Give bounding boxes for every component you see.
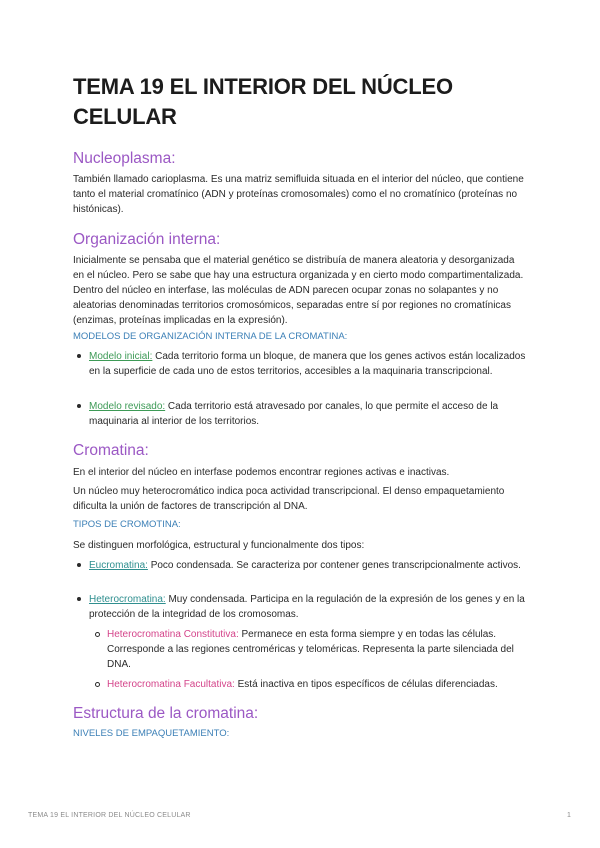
list-item-modelo-inicial	[89, 349, 529, 379]
list-item-text: Está inactiva en tipos específicos de células diferenciadas.	[234, 679, 498, 690]
heading-organizacion: Organización interna:	[73, 231, 221, 248]
paragraph-cromatina-1: En el interior del núcleo en interfase podemos encontrar regiones activas e inactivas.	[73, 467, 450, 478]
bullet-icon	[77, 354, 81, 358]
footer-title: TEMA 19 EL INTERIOR DEL NÚCLEO CELULAR	[28, 812, 191, 819]
list-item-hetero-facultativa	[107, 677, 529, 692]
term-hetero-constitutiva: Heterocromatina Constitutiva:	[107, 629, 239, 640]
list-item-heterocromatina	[89, 592, 529, 622]
term-modelo-inicial: Modelo inicial:	[89, 351, 153, 362]
list-item-text: Muy condensada. Participa en la regulación de la expresión de los genes y en la protección de la integridad de los cromosomas.	[89, 594, 525, 620]
paragraph-organizacion: Inicialmente se pensaba que el material genético se distribuía de manera aleatoria y desorganizada en el núcleo. Pero se sabe que hay una estructura organizada y en cierto modo compartimentalizada. Dentro del núcleo en interfase, las moléculas de ADN parecen ocupar zonas no solapantes y no aleatorias denominadas territorios cromosómicos, separadas entre sí por regiones no cromatínicas (enzimas, proteínas implicadas en la expresión).	[73, 255, 524, 326]
bullet-icon	[77, 404, 81, 408]
list-item-eucromatina	[89, 558, 529, 573]
bullet-icon	[77, 563, 81, 567]
paragraph-nucleoplasma: También llamado carioplasma. Es una matriz semifluida situada en el interior del núcleo, que contiene tanto el material cromatínico (ADN y proteínas cromosomales) como el no cromatínico (proteínas no histónicas).	[73, 174, 524, 215]
subheading-modelos: MODELOS DE ORGANIZACIÓN INTERNA DE LA CROMATINA:	[73, 331, 348, 342]
list-item-text: Permanece en esta forma siempre y en todas las células. Corresponde a las regiones centroméricas y teloméricas. Representa la parte silenciada del DNA.	[107, 629, 514, 670]
page-title: TEMA 19 EL INTERIOR DEL NÚCLEO CELULAR	[73, 74, 453, 129]
term-eucromatina: Eucromatina:	[89, 560, 148, 571]
list-item-hetero-constitutiva	[107, 627, 529, 672]
hollow-bullet-icon	[95, 682, 100, 687]
hollow-bullet-icon	[95, 632, 100, 637]
paragraph-cromatina-3: Se distinguen morfológica, estructural y funcionalmente dos tipos:	[73, 540, 365, 551]
list-item-text: Cada territorio forma un bloque, de manera que los genes activos están localizados en la superficie de cada uno de estos territorios, accesibles a la maquinaria transcripcional.	[89, 351, 526, 377]
paragraph-cromatina-2: Un núcleo muy heterocromático indica poca actividad transcripcional. El denso empaquetamiento dificulta la unión de factores de transcripción al DNA.	[73, 486, 505, 512]
page-number: 1	[567, 812, 571, 819]
heading-estructura: Estructura de la cromatina:	[73, 705, 259, 722]
list-item-text: Cada territorio está atravesado por canales, lo que permite el acceso de la maquinaria al interior de los territorios.	[89, 401, 499, 427]
subheading-niveles: NIVELES DE EMPAQUETAMIENTO:	[73, 728, 230, 739]
list-item-text: Poco condensada. Se caracteriza por contener genes transcripcionalmente activos.	[147, 560, 521, 571]
term-hetero-facultativa: Heterocromatina Facultativa:	[107, 679, 235, 690]
term-heterocromatina: Heterocromatina:	[89, 594, 166, 605]
term-modelo-revisado: Modelo revisado:	[89, 401, 166, 412]
bullet-icon	[77, 597, 81, 601]
list-item-modelo-revisado	[89, 399, 529, 429]
heading-nucleoplasma: Nucleoplasma:	[73, 150, 176, 167]
heading-cromatina: Cromatina:	[73, 442, 149, 459]
subheading-tipos: TIPOS DE CROMOTINA:	[73, 519, 181, 530]
